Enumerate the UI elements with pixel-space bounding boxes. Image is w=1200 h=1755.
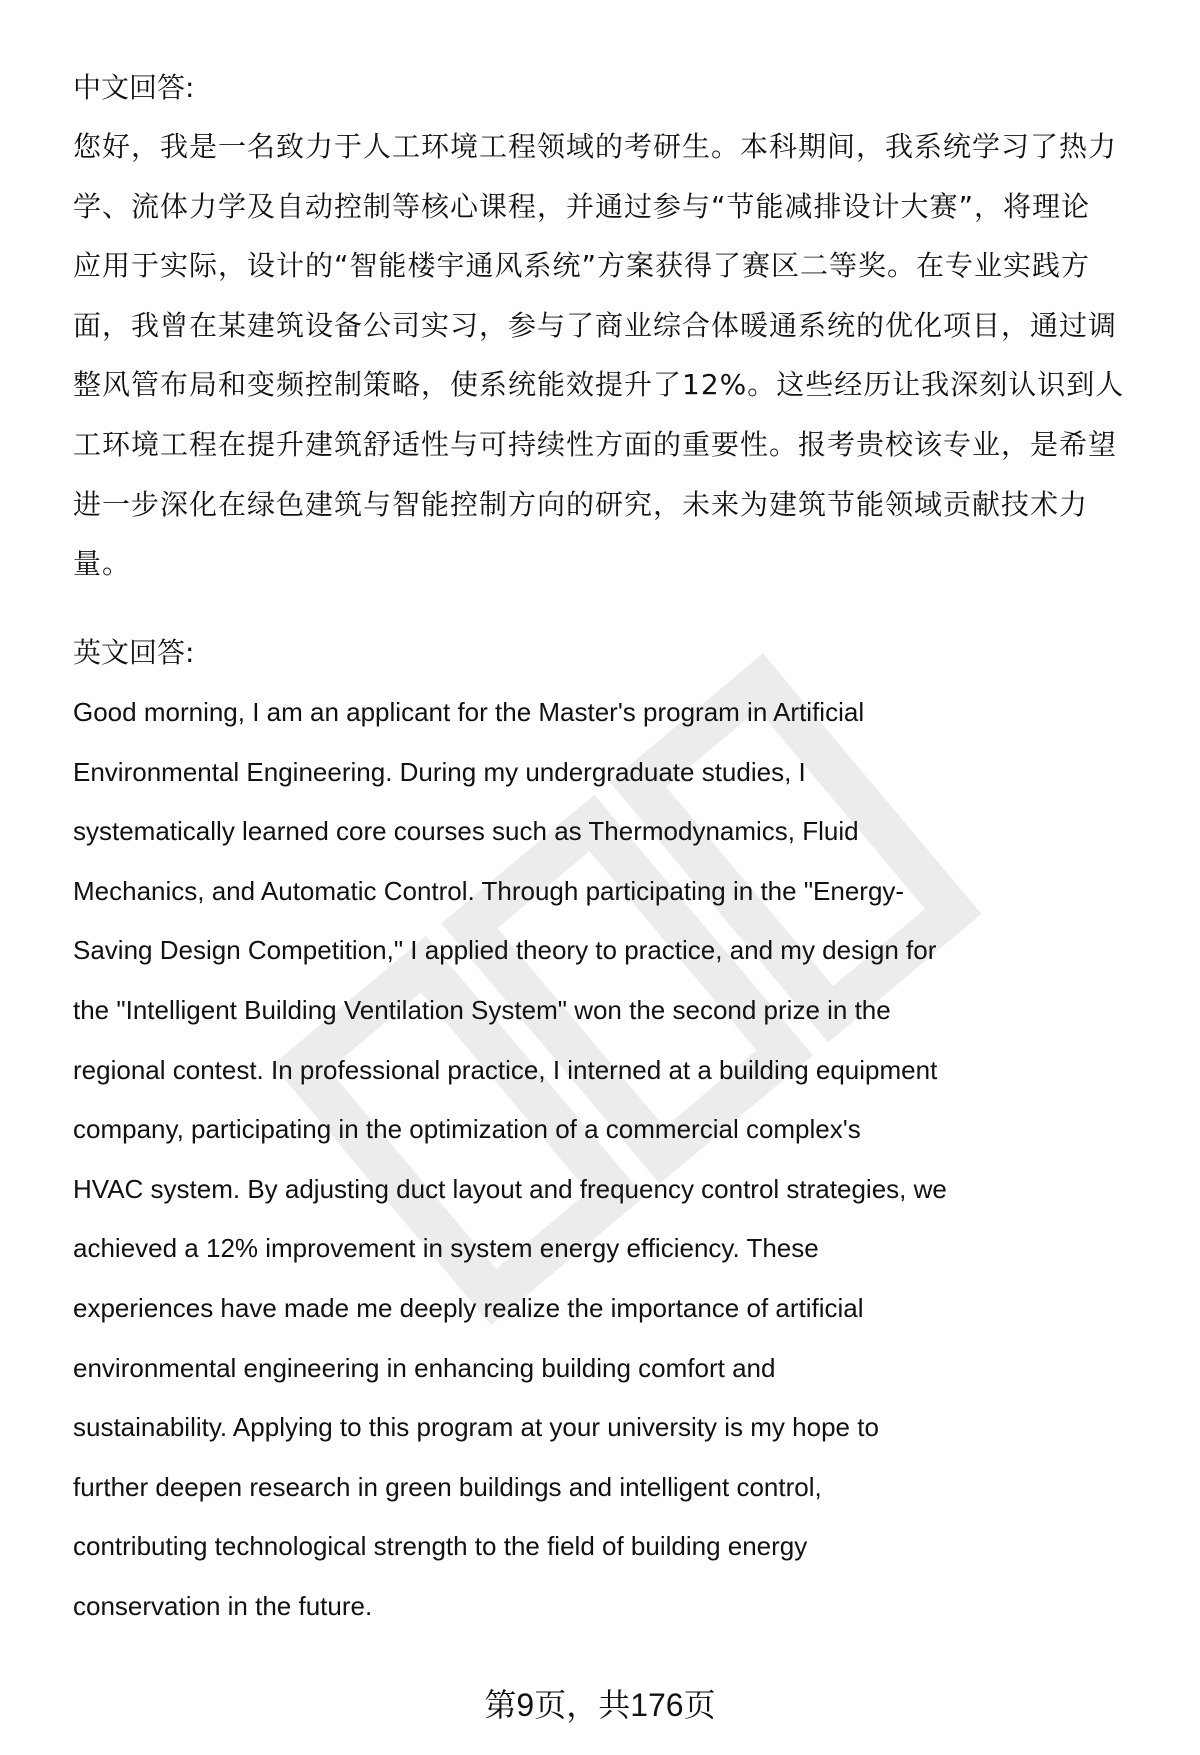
text-line: Saving Design Competition," I applied theory to practice, and my design for bbox=[73, 935, 937, 966]
text-line: sustainability. Applying to this program at your university is my hope to bbox=[73, 1412, 879, 1443]
text-line: further deepen research in green buildings and intelligent control, bbox=[73, 1471, 822, 1502]
text-line: HVAC system. By adjusting duct layout and frequency control strategies, we bbox=[73, 1173, 947, 1204]
text-line: 应用于实际，设计的“智能楼宇通风系统”方案获得了赛区二等奖。在专业实践方 bbox=[73, 249, 1091, 283]
text-line: 整风管布局和变频控制策略，使系统能效提升了12%。这些经历让我深刻认识到人 bbox=[73, 368, 1125, 402]
text-line: 面，我曾在某建筑设备公司实习，参与了商业综合体暖通系统的优化项目，通过调 bbox=[73, 308, 1118, 342]
text-line: contributing technological strength to the field of building energy bbox=[73, 1531, 808, 1562]
page-number-footer: 第9页，共176页 bbox=[484, 1687, 716, 1723]
text-line: 量。 bbox=[73, 547, 132, 581]
text-line: 工环境工程在提升建筑舒适性与可持续性方面的重要性。报考贵校该专业，是希望 bbox=[73, 428, 1118, 461]
text-line: the "Intelligent Building Ventilation System" won the second prize in the bbox=[73, 995, 891, 1025]
text-line: Good morning, I am an applicant for the Master's program in Artificial bbox=[73, 697, 865, 727]
text-line: 进一步深化在绿色建筑与智能控制方向的研究，未来为建筑节能领域贡献技术力 bbox=[73, 487, 1089, 521]
english-answer-heading: 英文回答: bbox=[73, 636, 195, 669]
watermark-graphic bbox=[200, 520, 1100, 1420]
text-line: Mechanics, and Automatic Control. Through participating in the "Energy- bbox=[73, 875, 905, 906]
text-line: conservation in the future. bbox=[73, 1591, 373, 1621]
text-line: regional contest. In professional practice, I interned at a building equipment bbox=[73, 1054, 938, 1085]
text-line: company, participating in the optimization of a commercial complex's bbox=[73, 1114, 861, 1145]
text-line: experiences have made me deeply realize the importance of artificial bbox=[73, 1293, 864, 1323]
text-line: environmental engineering in enhancing building comfort and bbox=[73, 1352, 776, 1383]
text-line: 学、流体力学及自动控制等核心课程，并通过参与“节能减排设计大赛”，将理论 bbox=[73, 189, 1091, 223]
text-line: achieved a 12% improvement in system energy efficiency. These bbox=[73, 1233, 819, 1264]
text-line: systematically learned core courses such as Thermodynamics, Fluid bbox=[73, 816, 859, 847]
text-line: Environmental Engineering. During my undergraduate studies, I bbox=[73, 756, 806, 787]
text-line: 您好，我是一名致力于人工环境工程领域的考研生。本科期间，我系统学习了热力 bbox=[73, 130, 1118, 163]
chinese-answer-heading: 中文回答: bbox=[73, 71, 195, 104]
